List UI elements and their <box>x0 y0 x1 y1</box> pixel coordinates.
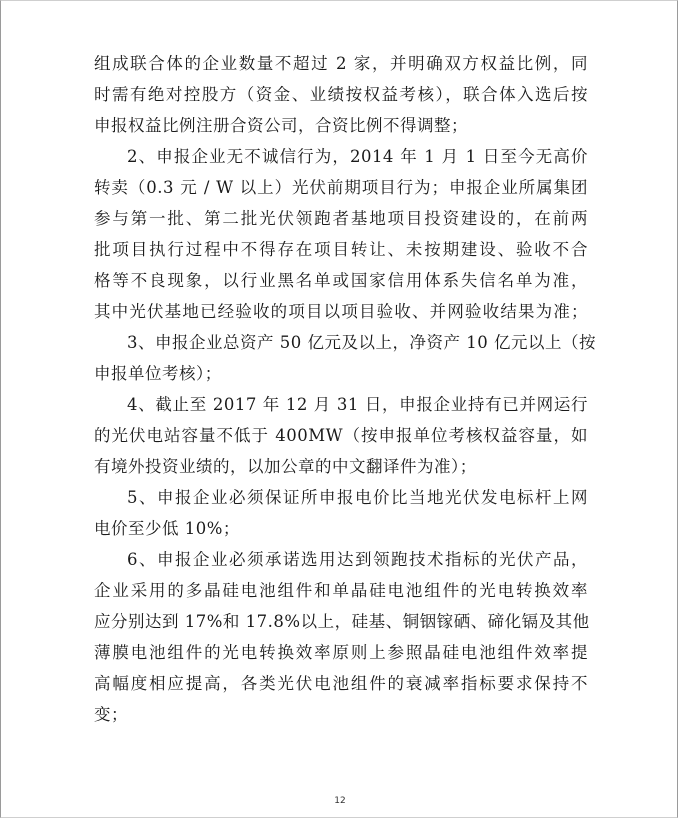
text-line: 组成联合体的企业数量不超过 2 家，并明确双方权益比例，同 <box>94 54 588 73</box>
page-number: 12 <box>334 796 346 806</box>
text-line: 有境外投资业绩的，以加公章的中文翻译件为准）； <box>94 457 477 476</box>
text-line: 申报权益比例注册合资公司，合资比例不得调整； <box>94 116 468 135</box>
text-line: 其中光伏基地已经验收的项目以项目验收、并网验收结果为准； <box>94 302 588 321</box>
text-line: 格等不良现象，以行业黑名单或国家信用体系失信名单为准， <box>94 271 588 290</box>
text-line: 4、截止至 2017 年 12 月 31 日，申报企业持有已并网运行 <box>127 395 588 414</box>
text-line: 的光伏电站容量不低于 400MW（按申报单位考核权益容量，如 <box>94 426 588 445</box>
text-line: 参与第一批、第二批光伏领跑者基地项目投资建设的，在前两 <box>94 209 588 228</box>
paragraph-item-5 <box>94 482 588 544</box>
text-line: 应分别达到 17%和 17.8%以上，硅基、铜铟镓硒、碲化镉及其他 <box>94 612 590 631</box>
document-body <box>94 48 596 730</box>
paragraph-item-2 <box>94 141 588 327</box>
text-line: 企业采用的多晶硅电池组件和单晶硅电池组件的光电转换效率 <box>94 581 588 600</box>
text-line: 批项目执行过程中不得存在项目转让、未按期建设、验收不合 <box>94 240 588 259</box>
paragraph-item-4 <box>94 389 588 482</box>
text-line: 3、申报企业总资产 50 亿元及以上，净资产 10 亿元以上（按 <box>127 333 596 352</box>
text-line: 高幅度相应提高，各类光伏电池组件的衰减率指标要求保持不 <box>94 674 588 693</box>
text-line: 变； <box>94 705 128 724</box>
text-line: 薄膜电池组件的光电转换效率原则上参照晶硅电池组件效率提 <box>94 643 588 662</box>
text-line: 6、申报企业必须承诺选用达到领跑技术指标的光伏产品， <box>127 550 588 569</box>
paragraph-item-3 <box>94 327 596 389</box>
paragraph-item-6 <box>94 544 588 730</box>
text-line: 5、申报企业必须保证所申报电价比当地光伏发电标杆上网 <box>127 488 588 507</box>
text-line: 2、申报企业无不诚信行为，2014 年 1 月 1 日至今无高价 <box>127 147 588 166</box>
text-line: 转卖（0.3 元 / W 以上）光伏前期项目行为；申报企业所属集团 <box>94 178 588 197</box>
text-line: 时需有绝对控股方（资金、业绩按权益考核），联合体入选后按 <box>94 85 588 104</box>
paragraph-consortium <box>94 48 588 141</box>
text-line: 申报单位考核）； <box>94 364 222 383</box>
text-line: 电价至少低 10%； <box>94 519 240 538</box>
